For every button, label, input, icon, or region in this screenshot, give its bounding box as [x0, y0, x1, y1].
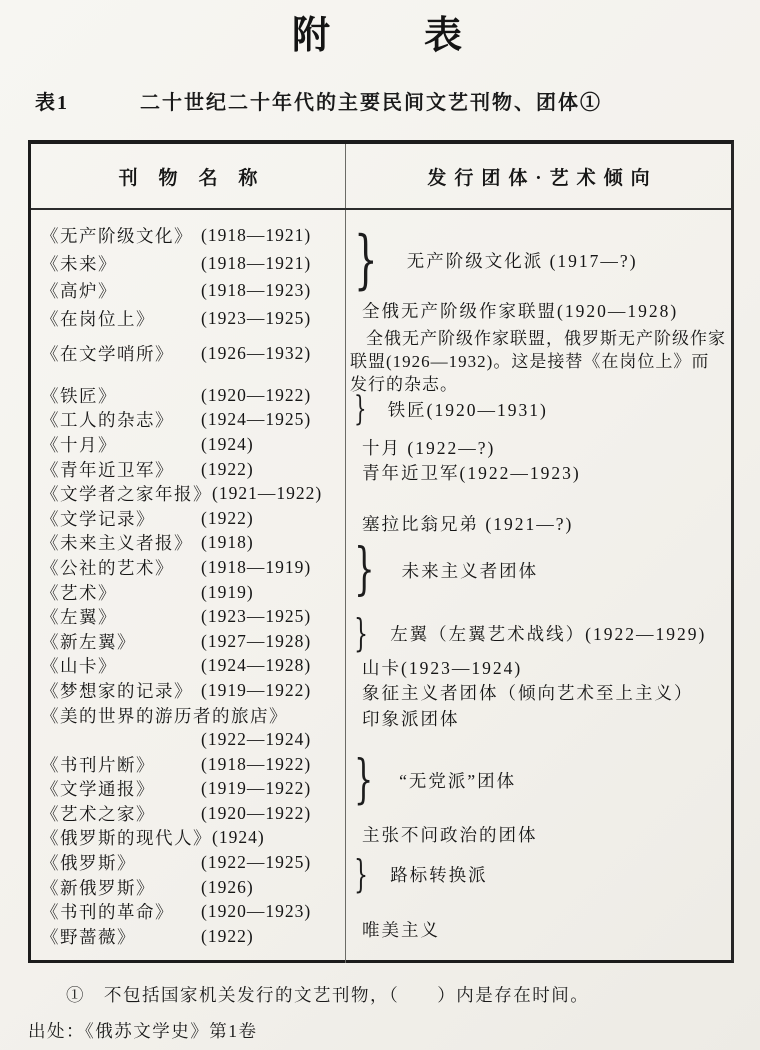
journal-row	[41, 826, 341, 851]
journal-name: 《书刊片断》	[41, 754, 155, 775]
journal-name: 《新俄罗斯》	[41, 877, 155, 898]
group-entry	[346, 298, 729, 323]
table-label: 表1	[35, 92, 69, 114]
group-entry	[346, 390, 729, 428]
journal-years: (1920—1922)	[201, 802, 312, 823]
journal-name: 《在文学哨所》	[41, 344, 174, 364]
journal-row	[41, 408, 341, 433]
journal-row	[41, 801, 341, 826]
column-header-journal-name: 刊物名称	[118, 167, 279, 189]
journal-years: (1924—1928)	[201, 655, 312, 676]
group-text: 十月 (1922—?)	[362, 438, 496, 458]
journal-row	[41, 875, 341, 900]
journal-row	[41, 277, 341, 305]
group-entry	[346, 327, 729, 396]
journal-row	[41, 432, 341, 457]
group-text: 路标转换派	[390, 864, 488, 885]
journal-name: 《野蔷薇》	[41, 926, 136, 947]
group-text: 主张不问政治的团体	[362, 825, 538, 845]
group-text: 象征主义者团体（倾向艺术至上主义）	[362, 683, 694, 703]
journal-years: (1922—1924)	[201, 729, 312, 750]
group-text: 未来主义者团体	[401, 560, 539, 581]
journal-name: 《无产阶级文化》	[41, 226, 193, 247]
journal-years: (1918—1922)	[201, 753, 312, 774]
group-text: 山卡(1923—1924)	[362, 658, 523, 678]
journal-years: (1918)	[201, 532, 254, 553]
table-header-row	[31, 144, 731, 210]
brace-icon: }	[354, 611, 370, 655]
journal-years: (1921—1922)	[212, 483, 323, 504]
group-entry	[346, 853, 729, 895]
journal-name: 《艺术》	[41, 582, 117, 603]
journal-name: 《未来主义者报》	[41, 533, 193, 554]
journal-name: 《左翼》	[41, 607, 117, 628]
journal-years: (1922)	[201, 925, 254, 946]
journal-name: 《十月》	[41, 434, 117, 455]
journal-row	[41, 752, 341, 777]
journal-name: 《美的世界的游历者的旅店》	[41, 705, 288, 726]
journal-name: 《在岗位上》	[41, 308, 155, 329]
journal-years: (1927—1928)	[201, 630, 312, 651]
journals-table	[28, 140, 734, 963]
journal-years: (1920—1923)	[201, 901, 312, 922]
group-text: 印象派团体	[362, 709, 460, 729]
journal-name: 《铁匠》	[41, 385, 117, 406]
brace-icon: }	[354, 223, 379, 297]
journal-row	[41, 555, 341, 580]
group-entry	[346, 706, 729, 731]
group-entry	[346, 822, 729, 847]
journal-name: 《山卡》	[41, 656, 117, 677]
journal-name: 《俄罗斯的现代人》	[41, 828, 212, 849]
journal-row	[41, 580, 341, 605]
journal-name-column	[31, 210, 345, 963]
journal-row	[41, 654, 341, 679]
group-text: 塞拉比翁兄弟 (1921—?)	[362, 514, 574, 534]
journal-name: 《公社的艺术》	[41, 557, 174, 578]
journal-name: 《新左翼》	[41, 631, 136, 652]
group-text: 青年近卫军(1922—1923)	[362, 463, 581, 483]
group-text: “无党派”团体	[399, 770, 517, 791]
journal-years: (1926—1932)	[201, 343, 312, 363]
journal-row	[41, 383, 341, 408]
journal-years: (1923—1925)	[201, 606, 312, 627]
journal-row	[41, 899, 341, 924]
journal-name: 《工人的杂志》	[41, 410, 174, 431]
journal-years: (1924)	[212, 827, 265, 848]
journal-row	[41, 629, 341, 654]
journal-row	[41, 305, 341, 333]
journal-row	[41, 727, 341, 752]
journal-years: (1920—1922)	[201, 384, 312, 405]
journal-years: (1922)	[201, 507, 254, 528]
page-title: 附 表	[291, 15, 468, 57]
group-text: 唯美主义	[362, 920, 440, 940]
journal-name: 《艺术之家》	[41, 803, 155, 824]
group-text: 无产阶级文化派 (1917—?)	[406, 250, 638, 271]
journal-years: (1922—1925)	[201, 852, 312, 873]
journal-row	[41, 531, 341, 556]
journal-years: (1918—1921)	[201, 225, 312, 246]
journal-row	[41, 850, 341, 875]
journal-row	[41, 924, 341, 949]
journal-name: 《高炉》	[41, 281, 117, 302]
journal-years: (1919—1922)	[201, 778, 312, 799]
journal-name: 《俄罗斯》	[41, 853, 136, 874]
journal-row	[41, 777, 341, 802]
journal-row	[41, 481, 341, 506]
journal-row	[41, 506, 341, 531]
source-note: 出处：《俄苏文学史》第1卷	[28, 1021, 258, 1041]
journal-years: (1918—1919)	[201, 556, 312, 577]
journal-name: 《梦想家的记录》	[41, 680, 193, 701]
brace-icon: }	[354, 389, 368, 429]
group-text: 左翼（左翼艺术战线）(1922—1929)	[390, 623, 707, 644]
journal-years: (1923—1925)	[201, 307, 312, 328]
group-entry	[346, 752, 729, 808]
table-caption-row	[0, 86, 760, 116]
journal-years: (1919)	[201, 581, 254, 602]
journal-years: (1924—1925)	[201, 409, 312, 430]
journal-years: (1919—1922)	[201, 679, 312, 700]
journal-row	[41, 678, 341, 703]
group-entry	[346, 537, 729, 602]
group-text: 全俄无产阶级作家联盟，俄罗斯无产阶级作家联盟(1926—1932)。这是接替《在岗位上》而发行的杂志。	[350, 329, 726, 394]
journal-name: 《青年近卫军》	[41, 459, 174, 480]
journal-row	[41, 703, 341, 728]
group-entry	[346, 612, 729, 654]
journal-row	[41, 604, 341, 629]
brace-icon: }	[354, 750, 375, 810]
brace-icon: }	[354, 537, 376, 602]
group-entry	[346, 223, 729, 297]
journal-years: (1924)	[201, 433, 254, 454]
journal-name: 《文学通报》	[41, 779, 155, 800]
journal-name: 《文学者之家年报》	[41, 484, 212, 505]
journal-years: (1918—1923)	[201, 280, 312, 301]
column-header-group-tendency: 发行团体·艺术倾向	[345, 144, 731, 208]
group-tendency-column	[345, 210, 731, 963]
footnote: ① 不包括国家机关发行的文艺刊物，（ ）内是存在时间。	[66, 985, 590, 1005]
journal-years: (1918—1921)	[201, 252, 312, 273]
group-entry	[346, 460, 729, 485]
journal-row	[41, 457, 341, 482]
brace-icon: }	[354, 852, 370, 896]
journal-name: 《书刊的革命》	[41, 902, 174, 923]
group-text: 全俄无产阶级作家联盟(1920—1928)	[362, 301, 679, 321]
journal-row	[41, 250, 341, 278]
group-entry	[346, 655, 729, 680]
group-entry	[346, 917, 729, 942]
journal-row	[41, 340, 341, 367]
group-entry	[346, 435, 729, 460]
journal-years: (1926)	[201, 876, 254, 897]
journal-name: 《文学记录》	[41, 508, 155, 529]
table-caption: 二十世纪二十年代的主要民间文艺刊物、团体①	[140, 92, 602, 114]
group-entry	[346, 680, 729, 705]
table-body	[31, 210, 731, 963]
journal-years: (1922)	[201, 458, 254, 479]
journal-row	[41, 222, 341, 250]
group-text: 铁匠(1920—1931)	[387, 399, 548, 420]
group-entry	[346, 511, 729, 536]
journal-name: 《未来》	[41, 253, 117, 274]
